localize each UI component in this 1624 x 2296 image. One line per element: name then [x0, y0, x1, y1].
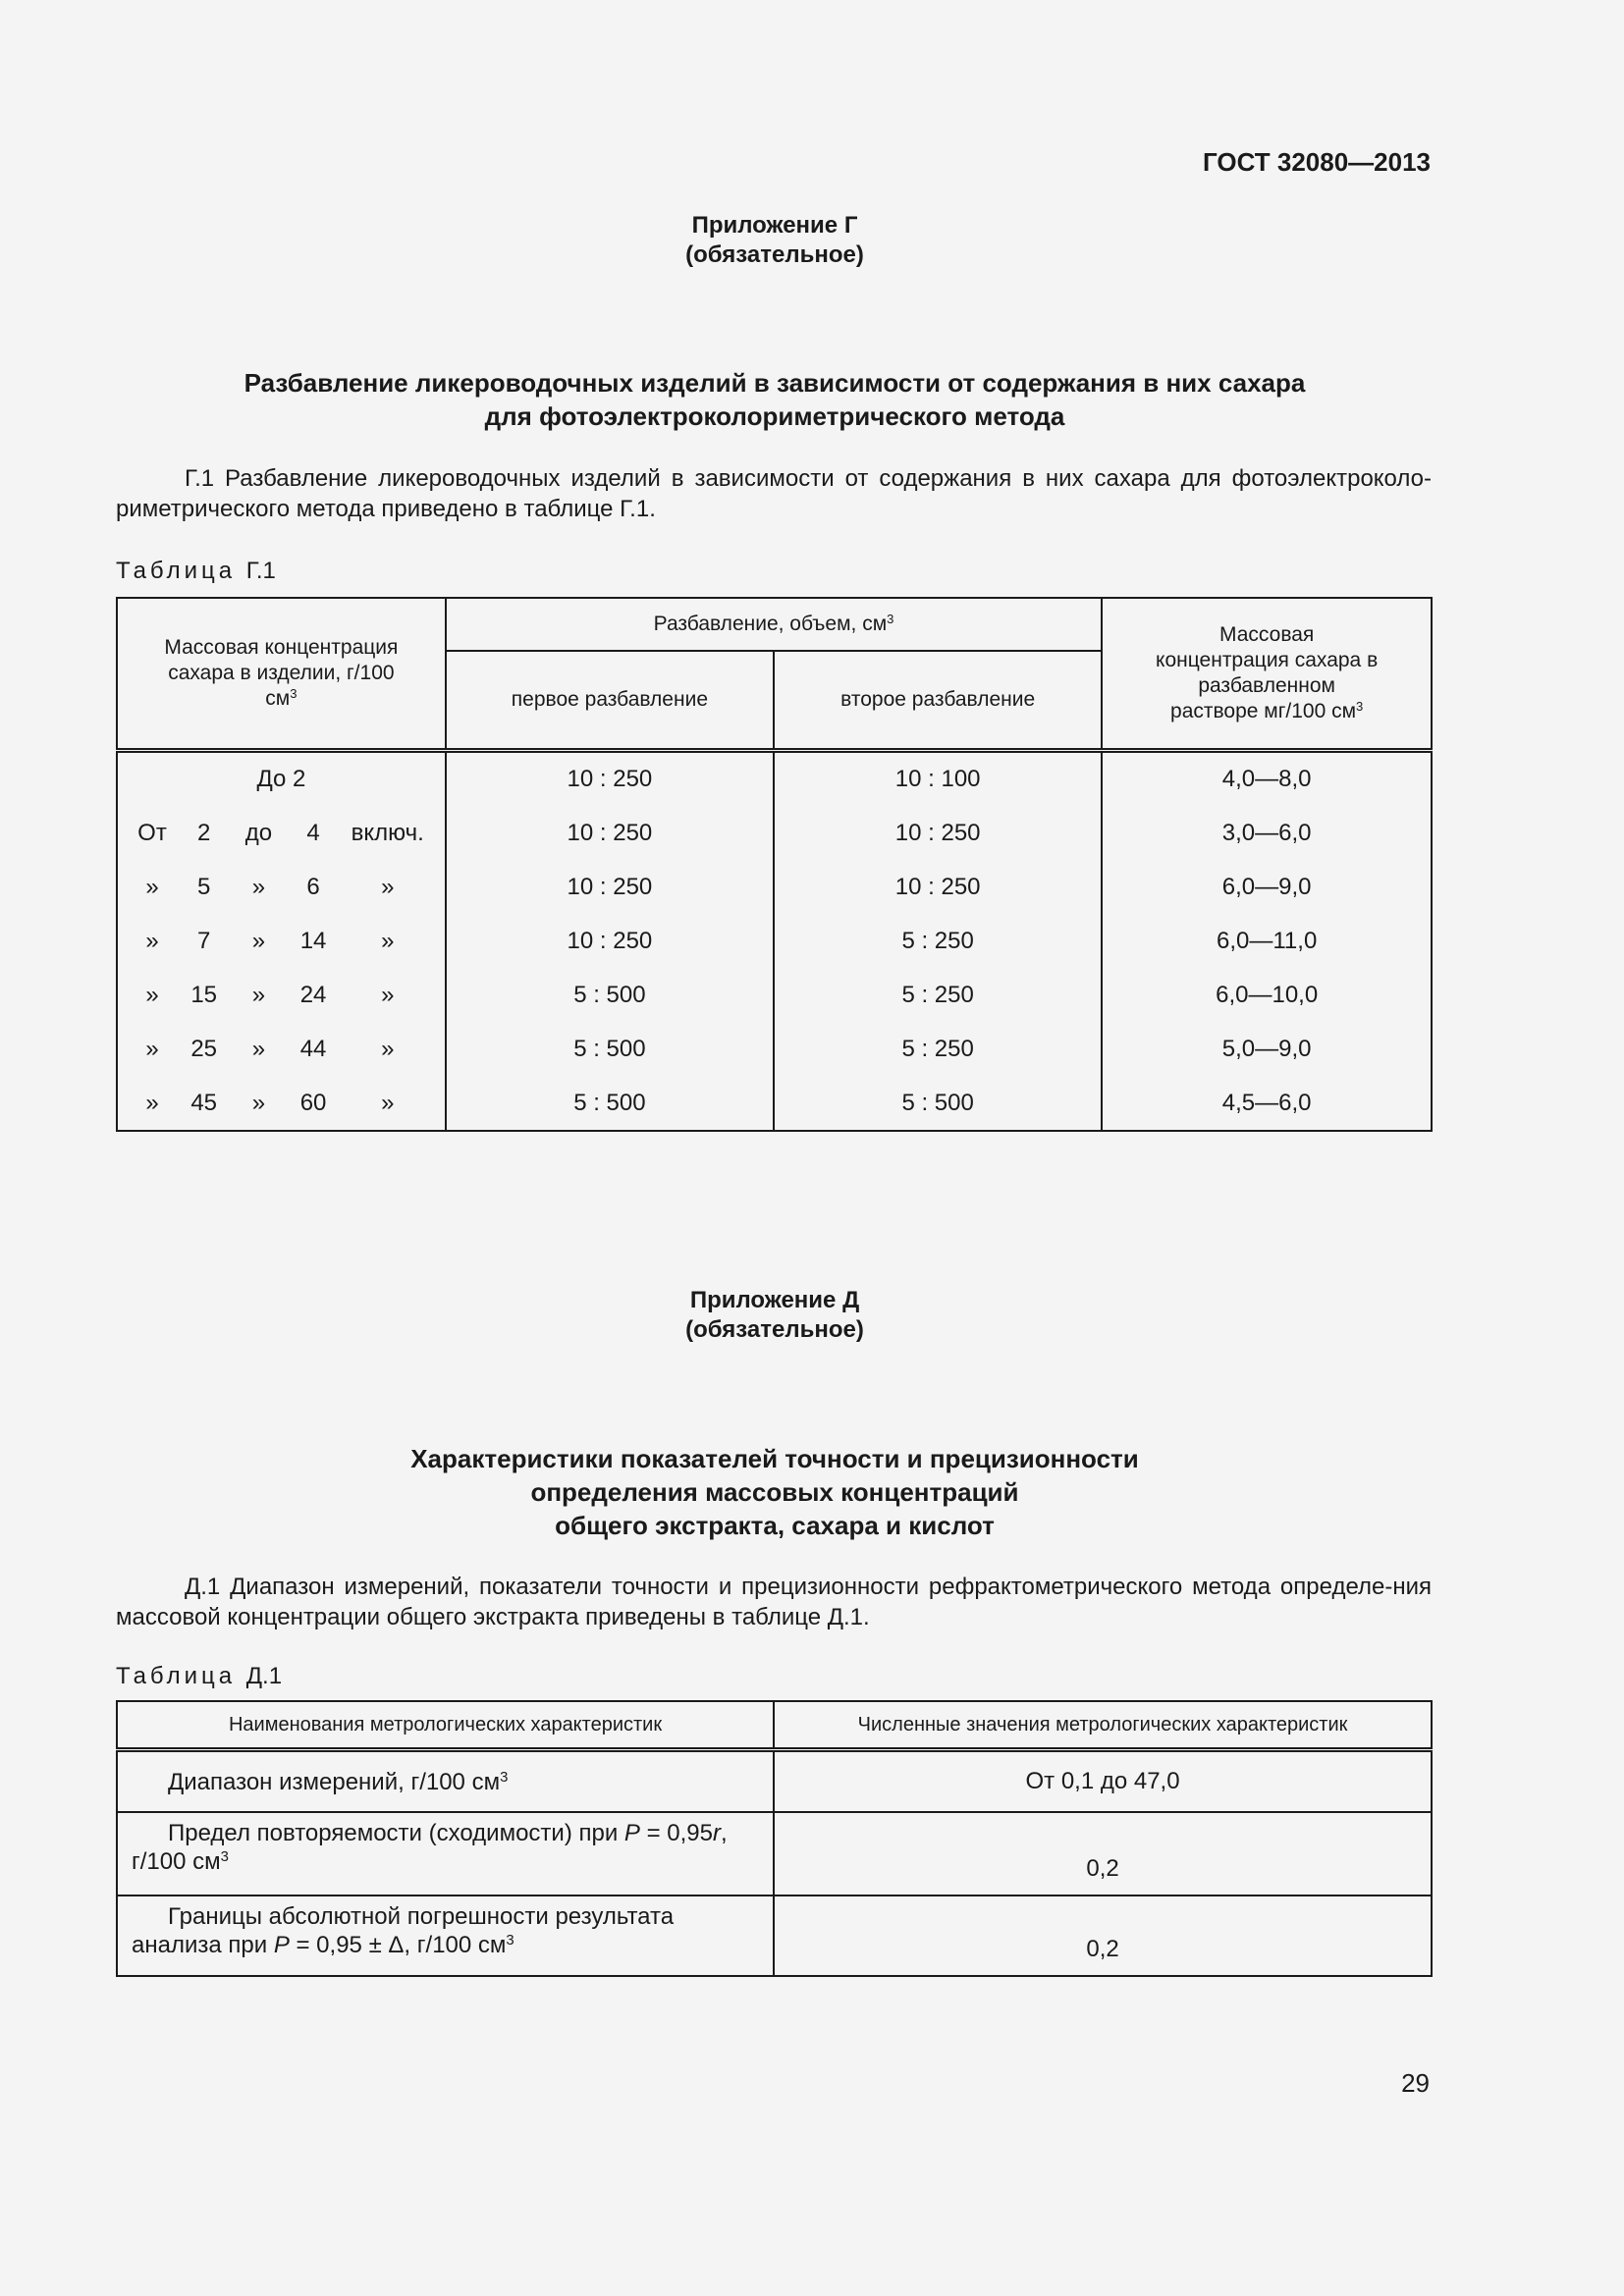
cell-text: г/100 см: [132, 1848, 221, 1875]
table-d1-header-name: Наименования метрологических характеристик: [117, 1701, 774, 1750]
table-row: [117, 860, 1432, 914]
range-suffix: »: [381, 873, 395, 900]
cell-text: Границы абсолютной погрешности результата: [168, 1903, 675, 1930]
table-g1-caption-word: Таблица: [116, 558, 237, 584]
table-g1: [116, 597, 1433, 1132]
range-from: От: [137, 819, 167, 846]
cell-sup: 3: [500, 1769, 509, 1786]
range-suffix: »: [381, 1089, 395, 1116]
cell-result: 6,0—10,0: [1102, 968, 1432, 1022]
header-sup: 3: [887, 611, 894, 626]
cell-characteristic: [117, 1812, 774, 1896]
cell-range: [117, 1076, 446, 1131]
cell-value: 0,2: [774, 1896, 1432, 1976]
appendix-d-title-line3: общего экстракта, сахара и кислот: [555, 1511, 995, 1540]
table-d1: [116, 1700, 1433, 1977]
standard-number: ГОСТ 32080—2013: [1203, 147, 1431, 177]
table-d1-caption-word: Таблица: [116, 1663, 237, 1689]
range-to: »: [251, 981, 266, 1008]
cell-result: 4,0—8,0: [1102, 751, 1432, 807]
cell-text-italic: P: [623, 1820, 640, 1846]
header-sup: 3: [290, 685, 298, 701]
range-low: 25: [190, 1035, 218, 1062]
range-high: 4: [306, 819, 320, 846]
header-text: Массовая концентрация сахара в изделии, г/100 см: [164, 636, 399, 710]
cell-second: 10 : 250: [774, 806, 1102, 860]
cell-value: 0,2: [774, 1812, 1432, 1896]
table-g1-header-concentration: [117, 598, 446, 751]
table-row: [117, 1812, 1432, 1896]
range-from: »: [145, 981, 159, 1008]
appendix-g-title: [0, 366, 1549, 433]
cell-sup: 3: [220, 1848, 229, 1865]
cell-text: Диапазон измерений, г/100 см: [168, 1768, 501, 1795]
range-from: »: [145, 927, 159, 954]
appendix-g-paragraph: Г.1 Разбавление ликероводочных изделий в зависимости от содержания в них сахара для фотоэлектроколо-риметрического метода приведено в таблице Г.1.: [116, 465, 1432, 522]
cell-second: 10 : 100: [774, 751, 1102, 807]
cell-text: анализа при: [132, 1932, 268, 1958]
cell-text: = 0,95 ± Δ, г/100 см: [296, 1932, 507, 1958]
table-row: [117, 914, 1432, 968]
table-row: [117, 1750, 1432, 1813]
appendix-d-heading: [0, 1286, 1549, 1345]
range-from: »: [145, 1089, 159, 1116]
range-low: 7: [197, 927, 211, 954]
table-g1-header-dilution: [446, 598, 1103, 651]
cell-value: От 0,1 до 47,0: [774, 1750, 1432, 1813]
range-low: 5: [197, 873, 211, 900]
cell-second: 5 : 250: [774, 968, 1102, 1022]
header-text: Массовая концентрация сахара в разбавленном растворе мг/100 см: [1156, 623, 1379, 722]
table-row: [117, 1076, 1432, 1131]
cell-first: 5 : 500: [446, 968, 774, 1022]
range-to: до: [244, 819, 273, 846]
cell-first: 10 : 250: [446, 751, 774, 807]
cell-range: [117, 968, 446, 1022]
cell-range: [117, 806, 446, 860]
cell-second: 5 : 500: [774, 1076, 1102, 1131]
range-suffix: »: [381, 981, 395, 1008]
cell-text-italic: r: [713, 1820, 721, 1846]
range-low: 15: [190, 981, 218, 1008]
range-to: »: [251, 927, 266, 954]
range-suffix: включ.: [351, 819, 424, 846]
cell-range: [117, 1022, 446, 1076]
cell-first: 5 : 500: [446, 1076, 774, 1131]
cell-text: Предел повторяемости (сходимости) при: [168, 1820, 619, 1846]
table-d1-caption-number: Д.1: [245, 1663, 283, 1689]
cell-first: 5 : 500: [446, 1022, 774, 1076]
cell-result: 4,5—6,0: [1102, 1076, 1432, 1131]
appendix-g-status: (обязательное): [685, 241, 864, 268]
cell-range: До 2: [117, 751, 446, 807]
cell-second: 10 : 250: [774, 860, 1102, 914]
table-g1-caption: [116, 558, 276, 585]
appendix-d-title-line2: определения массовых концентраций: [530, 1477, 1019, 1507]
cell-text: = 0,95: [646, 1820, 713, 1846]
cell-second: 5 : 250: [774, 1022, 1102, 1076]
appendix-d-label: Приложение Д: [689, 1287, 860, 1313]
appendix-g-heading: [0, 211, 1549, 270]
cell-result: 6,0—11,0: [1102, 914, 1432, 968]
table-g1-header-first: первое разбавление: [446, 651, 774, 751]
table-row: [117, 751, 1432, 807]
cell-text: ,: [721, 1820, 728, 1846]
range-high: 6: [306, 873, 320, 900]
range-to: »: [251, 1035, 266, 1062]
cell-range: [117, 860, 446, 914]
range-low: 2: [197, 819, 211, 846]
range-high: 14: [299, 927, 327, 954]
header-sup: 3: [1356, 698, 1364, 714]
table-g1-header-result: [1102, 598, 1432, 751]
cell-first: 10 : 250: [446, 914, 774, 968]
cell-characteristic: [117, 1896, 774, 1976]
range-high: 44: [299, 1035, 327, 1062]
cell-characteristic: [117, 1750, 774, 1813]
table-row: [117, 968, 1432, 1022]
appendix-d-paragraph: Д.1 Диапазон измерений, показатели точности и прецизионности рефрактометрического метода определе-ния массовой концентрации общего экстракта приведены в таблице Д.1.: [116, 1574, 1432, 1630]
appendix-d-title: [0, 1442, 1549, 1542]
cell-first: 10 : 250: [446, 860, 774, 914]
cell-result: 6,0—9,0: [1102, 860, 1432, 914]
range-suffix: »: [381, 1035, 395, 1062]
table-d1-caption: [116, 1663, 282, 1690]
appendix-d-status: (обязательное): [685, 1316, 864, 1343]
cell-first: 10 : 250: [446, 806, 774, 860]
appendix-g-label: Приложение Г: [691, 212, 858, 239]
table-row: [117, 806, 1432, 860]
appendix-d-title-line1: Характеристики показателей точности и прецизионности: [410, 1444, 1139, 1473]
page-number: 29: [1401, 2068, 1430, 2098]
range-to: »: [251, 1089, 266, 1116]
cell-sup: 3: [506, 1932, 514, 1949]
range-low: 45: [190, 1089, 218, 1116]
cell-result: 3,0—6,0: [1102, 806, 1432, 860]
table-g1-header-second: второе разбавление: [774, 651, 1102, 751]
appendix-g-title-line1: Разбавление ликероводочных изделий в зависимости от содержания в них сахара: [244, 368, 1306, 398]
cell-range: [117, 914, 446, 968]
range-high: 60: [299, 1089, 327, 1116]
table-g1-caption-number: Г.1: [245, 558, 276, 584]
header-text: Разбавление, объем, см: [653, 613, 888, 635]
table-row: [117, 1896, 1432, 1976]
cell-second: 5 : 250: [774, 914, 1102, 968]
range-from: »: [145, 873, 159, 900]
table-d1-header-value: Численные значения метрологических характеристик: [774, 1701, 1432, 1750]
range-from: »: [145, 1035, 159, 1062]
range-to: »: [251, 873, 266, 900]
range-high: 24: [299, 981, 327, 1008]
range-suffix: »: [381, 927, 395, 954]
cell-result: 5,0—9,0: [1102, 1022, 1432, 1076]
cell-text-italic: P: [273, 1932, 290, 1958]
table-row: [117, 1022, 1432, 1076]
appendix-g-title-line2: для фотоэлектроколориметрического метода: [484, 401, 1065, 431]
